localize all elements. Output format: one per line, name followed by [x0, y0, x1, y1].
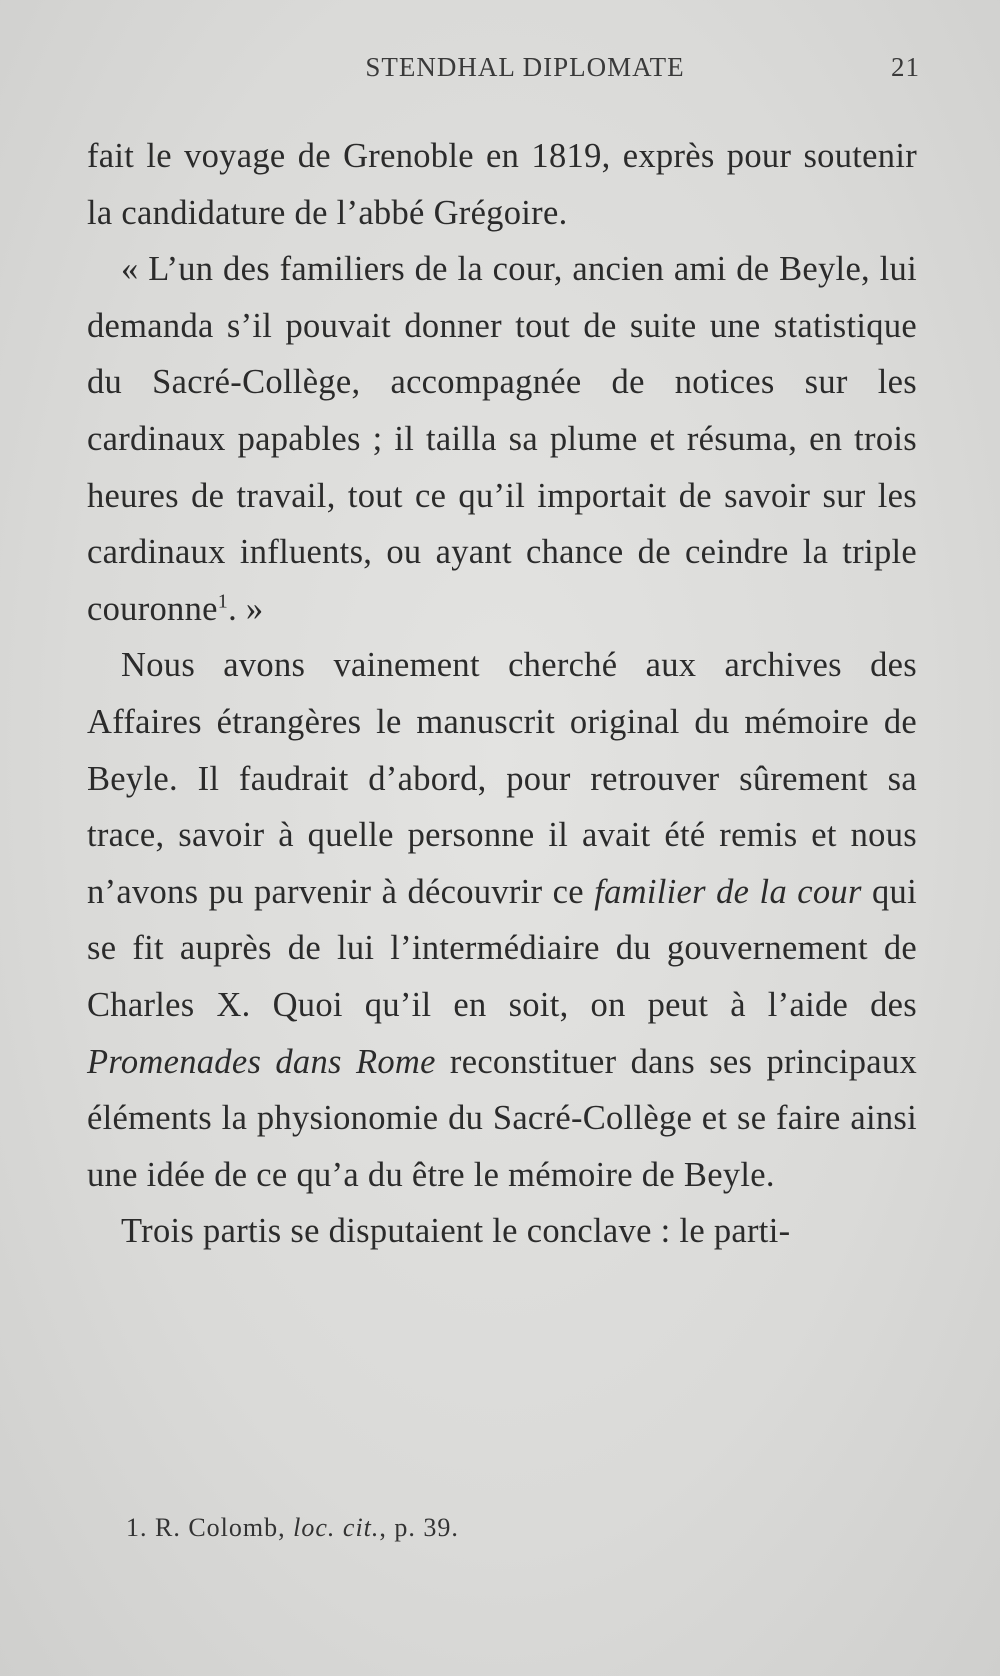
italic-phrase-familier: familier de la cour	[594, 872, 862, 911]
paragraph-4-text: Trois partis se disputaient le conclave : le parti-	[121, 1212, 791, 1251]
footnote-loc-cit: loc. cit.	[293, 1513, 380, 1542]
italic-title-promenades: Promenades dans Rome	[87, 1042, 436, 1081]
quote-text: « L’un des familiers de la cour, ancien ami de Beyle, lui demanda s’il pouvait donner tout de suite une statistique du Sacré-Collège, accompagnée de notices sur les cardinaux papables ; il tailla sa plume et résuma, en trois heures de travail, tout ce qu’il importait de savoir sur les cardinaux influents, ou ayant chance de ceindre la triple couronne	[87, 250, 917, 628]
paragraph-3	[87, 637, 917, 1203]
paragraph-3-text-b: qui se fit auprès de lui l’intermédiaire du gouvernement de Charles X. Quoi qu’il en soit, on peut à l’aide des	[87, 872, 917, 1024]
paragraph-4	[87, 1203, 917, 1260]
paragraph-3-text-a: Nous avons vainement cherché aux archives des Affaires étrangères le manuscrit original du mémoire de Beyle. Il faudrait d’abord, pour retrouver sûrement sa trace, savoir à quelle personne il avait été remis et nous n’avons pu parvenir à découvrir ce	[87, 646, 917, 911]
paragraph-3-text-c: reconstituer dans ses principaux éléments la physionomie du Sacré-Collège et se faire ainsi une idée de ce qu’a du être le mémoire de Beyle.	[87, 1042, 917, 1194]
body-text	[87, 128, 917, 1260]
footnote-page: , p. 39.	[379, 1513, 459, 1542]
page-number: 21	[891, 52, 920, 82]
footnote-author: R. Colomb,	[155, 1513, 286, 1542]
running-head	[90, 52, 920, 92]
footnote-number: 1.	[126, 1513, 148, 1542]
paragraph-2-quote	[87, 241, 917, 637]
paragraph-1-text: fait le voyage de Grenoble en 1819, exprès pour soutenir la candidature de l’abbé Grégoire.	[87, 137, 917, 232]
quote-end: . »	[228, 589, 264, 628]
footnote-reference: 1	[217, 590, 229, 613]
paragraph-1	[87, 128, 917, 241]
footnote	[126, 1513, 916, 1543]
running-title: STENDHAL DIPLOMATE	[365, 52, 685, 82]
